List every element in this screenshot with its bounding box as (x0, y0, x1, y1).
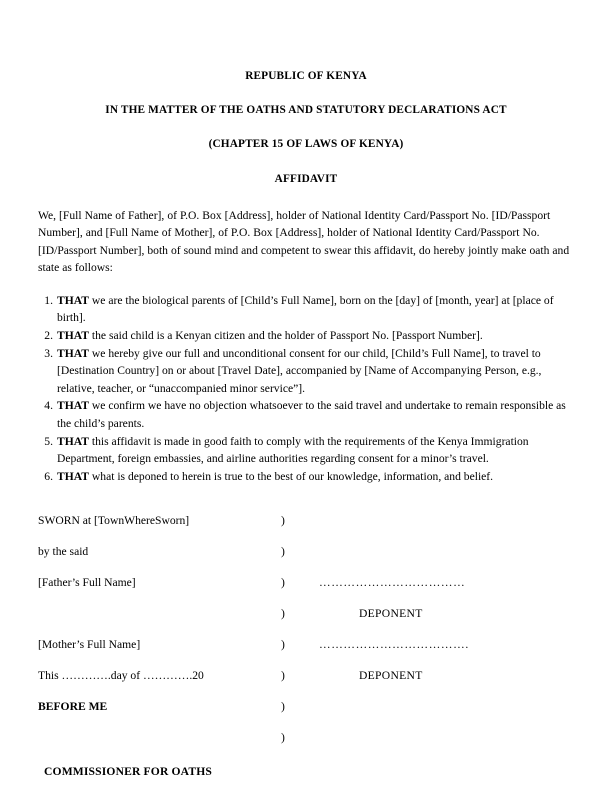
clause-text: this affidavit is made in good faith to comply with the requirements of the Kenya Immigration Department, foreign embassies, and airline authorities regarding consent for a minor’s travel. (57, 434, 529, 465)
jurat-block (38, 505, 574, 753)
signature-line[interactable]: ………………………………. (319, 637, 469, 651)
clause-keyword: THAT (57, 347, 89, 361)
jurat-brace (281, 660, 311, 691)
heading-act: IN THE MATTER OF THE OATHS AND STATUTORY DECLARATIONS ACT (105, 104, 507, 116)
jurat-label: by the said (38, 544, 89, 558)
clause-item (38, 345, 574, 397)
closing-paren-glyph: ) (281, 544, 285, 558)
jurat-label: SWORN at [TownWhereSworn] (38, 513, 190, 527)
clause-number: 3. (44, 347, 53, 361)
signature-line[interactable]: ……………………………… (319, 575, 466, 589)
heading-republic: REPUBLIC OF KENYA (245, 70, 367, 82)
clause-number: 4. (44, 399, 53, 413)
clause-item (38, 292, 574, 327)
jurat-right-cell (311, 660, 574, 691)
jurat-brace (281, 629, 311, 660)
clause-number: 6. (44, 469, 53, 483)
jurat-row (38, 567, 574, 598)
jurat-row (38, 629, 574, 660)
clause-number: 1. (44, 294, 53, 308)
jurat-label: [Father’s Full Name] (38, 575, 136, 589)
jurat-label: [Mother’s Full Name] (38, 637, 141, 651)
jurat-row (38, 505, 574, 536)
jurat-brace (281, 722, 311, 753)
closing-paren-glyph: ) (281, 637, 285, 651)
jurat-right-cell (311, 722, 574, 753)
jurat-brace (281, 505, 311, 536)
commissioner-for-oaths-label: COMMISSIONER FOR OATHS (44, 764, 212, 778)
clause-number: 2. (44, 329, 53, 343)
jurat-row (38, 691, 574, 722)
jurat-brace (281, 691, 311, 722)
clause-item (38, 468, 574, 485)
clause-keyword: THAT (57, 399, 89, 413)
clause-text: the said child is a Kenyan citizen and the holder of Passport No. [Passport Number]. (89, 329, 483, 343)
clause-item (38, 327, 574, 344)
jurat-label: BEFORE ME (38, 699, 108, 713)
clause-text: we are the biological parents of [Child’s Full Name], born on the [day] of [month, year] at [place of birth]. (57, 294, 554, 325)
closing-paren-glyph: ) (281, 730, 285, 744)
intro-paragraph: We, [Full Name of Father], of P.O. Box [Address], holder of National Identity Card/Passport No. [ID/Passport Number], and [Full Name of Mother], of P.O. Box [Address], holder of National Identity Card/Passport No. [ID/Passport Number], both of sound mind and competent to swear this affidavit, do hereby jointly make oath and state as follows: (38, 209, 570, 274)
jurat-label (38, 722, 281, 753)
closing-paren-glyph: ) (281, 513, 285, 527)
document-content (38, 64, 574, 778)
jurat-right-cell (311, 536, 574, 567)
jurat-row (38, 660, 574, 691)
jurat-right-cell (311, 598, 574, 629)
clause-text: we hereby give our full and unconditional consent for our child, [Child’s Full Name], to travel to [Destination Country] on or about [Travel Date], accompanied by [Name of Accompanying Person, e.g., relative, teacher, or “unaccompanied minor service”]. (57, 347, 542, 395)
deponent-caption: DEPONENT (359, 668, 423, 682)
closing-paren-glyph: ) (281, 668, 285, 682)
clause-keyword: THAT (57, 434, 89, 448)
clause-keyword: THAT (57, 469, 89, 483)
jurat-right-cell (311, 505, 574, 536)
jurat-brace (281, 598, 311, 629)
clause-text: what is deponed to herein is true to the best of our knowledge, information, and belief. (89, 469, 494, 483)
jurat-right-cell (311, 629, 574, 660)
heading-chapter: (CHAPTER 15 OF LAWS OF KENYA) (208, 138, 404, 150)
jurat-label: This ………….day of ………….20 (38, 668, 204, 682)
clause-list (38, 292, 574, 485)
deponent-caption: DEPONENT (359, 606, 423, 620)
jurat-label (38, 598, 281, 629)
jurat-right-cell (311, 691, 574, 722)
jurat-row (38, 598, 574, 629)
jurat-row (38, 536, 574, 567)
clause-item (38, 433, 574, 468)
closing-paren-glyph: ) (281, 575, 285, 589)
closing-paren-glyph: ) (281, 606, 285, 620)
heading-affidavit: AFFIDAVIT (274, 173, 338, 185)
clause-item (38, 397, 574, 432)
jurat-brace (281, 567, 311, 598)
jurat-right-cell (311, 567, 574, 598)
clause-text: we confirm we have no objection whatsoever to the said travel and undertake to remain responsible as the child’s parents. (57, 399, 566, 430)
clause-keyword: THAT (57, 329, 89, 343)
clause-number: 5. (44, 434, 53, 448)
clause-keyword: THAT (57, 294, 89, 308)
jurat-brace (281, 536, 311, 567)
closing-paren-glyph: ) (281, 699, 285, 713)
jurat-row (38, 722, 574, 753)
